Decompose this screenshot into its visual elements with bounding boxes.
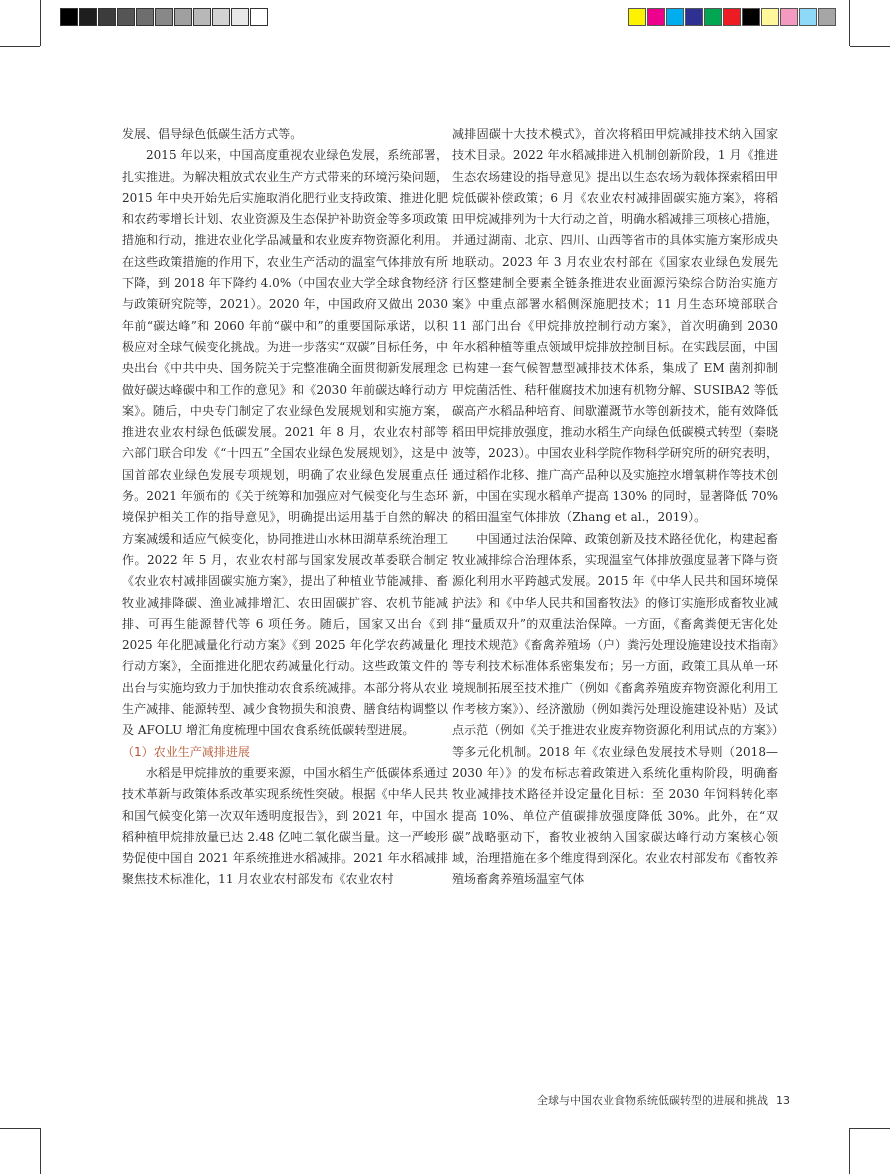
crop-mark-top-right-h [850, 46, 890, 47]
crop-mark-bottom-right-v [849, 1128, 850, 1174]
crop-mark-bottom-right-h [850, 1128, 890, 1129]
gray-swatch-3 [98, 8, 116, 26]
left-paragraph-1: 发展、倡导绿色低碳生活方式等。 [122, 127, 303, 141]
right-paragraph-2: 中国通过法治保障、政策创新及技术路径优化，构建起畜牧业减排综合治理体系，实现温室气体排放强度显著下降与资源化利用水平跨越式发展。2015 年《中华人民共和国环境保护法》和《中华人民共和国畜牧法》的修订实施形成畜牧业减排“量质双升”的双重法治保障。一方面，《畜禽粪便无害化处理技术规范》《畜禽养殖场（户）粪污处理设施建设技术指南》等专利技术标准体系密集发布；另一方面，政策工具从单一环境规制拓展至技术推广（例如《畜禽养殖废弃物资源化利用工作考核方案》）、经济激励（例如粪污处理设施建设补贴）及试点示范（例如《关于推进农业废弃物资源化利用试点的方案》）等多元化机制。2018 年《农业绿色发展技术导则（2018—2030 年）》的发布标志着政策进入系统化重构阶段，明确畜牧业减排技术路径并设定量化目标：至 2030 年饲料转化率提高 10%、单位产值碳排放强度降低 30%。此外，在“双碳”战略驱动下，畜牧业被纳入国家碳达峰行动方案核心领域，治理措施在多个维度得到深化。农业农村部发布《畜牧养殖场畜禽养殖场温室气体 [452, 531, 778, 887]
left-paragraph-3: 水稻是甲烷排放的重要来源，中国水稻生产低碳体系通过技术革新与政策体系改革实现系统性突破。根据《中华人民共和国气候变化第一次双年透明度报告》，到 2021 年，中国水稻种植甲烷排放量已达 2.48 亿吨二氧化碳当量。这一严峻形势促使中国自 2021 年系统推进水稻减排。2021 年水稻减排聚焦技术标准化，11 月农业农村部发布《农业农村 [122, 765, 448, 887]
color-swatch-11 [818, 8, 836, 26]
gray-swatch-9 [212, 8, 230, 26]
crop-mark-bottom-left-h [0, 1128, 40, 1129]
right-column [452, 124, 778, 891]
color-swatch-4 [685, 8, 703, 26]
color-swatch-8 [761, 8, 779, 26]
color-swatch-3 [666, 8, 684, 26]
grayscale-calibration-bar [60, 8, 269, 26]
crop-mark-top-left-h [0, 46, 40, 47]
gray-swatch-8 [193, 8, 211, 26]
gray-swatch-10 [231, 8, 249, 26]
gray-swatch-5 [136, 8, 154, 26]
right-paragraph-1: 减排固碳十大技术模式》，首次将稻田甲烷减排技术纳入国家技术目录。2022 年水稻减排进入机制创新阶段，1 月《推进生态农场建设的指导意见》提出以生态农场为载体探索稻田甲烷低碳补偿政策；6 月《农业农村减排固碳实施方案》，将稻田甲烷减排列为十大行动之首，明确水稻减排三项核心措施，并通过湖南、北京、四川、山西等省市的具体实施方案形成央地联动。2023 年 3 月农业农村部在《国家农业绿色发展先行区整建制全要素全链条推进农业面源污染综合防治实施方案》中重点部署水稻侧深施肥技术；11 月生态环境部联合 11 部门出台《甲烷排放控制行动方案》，首次明确到 2030 年水稻种植等重点领域甲烷排放控制目标。在实践层面，中国已构建一套气候智慧型减排技术体系，集成了 EM 菌剂抑制甲烷菌活性、秸秆催腐技术加速有机物分解、SUSIBA2 等低碳高产水稻品种培育、间歇灌溉节水等创新技术，能有效降低稻田甲烷排放强度，推动水稻生产向绿色低碳模式转型（秦晓波等，2023）。中国农业科学院作物科学研究所的研究表明，通过稻作北移、推广高产品种以及实施控水增氧耕作等技术创新，中国在实现水稻单产提高 130% 的同时，显著降低 70% 的稻田温室气体排放（Zhang et al.，2019）。 [452, 127, 778, 525]
crop-mark-top-left-v [40, 0, 41, 46]
color-swatch-5 [704, 8, 722, 26]
color-swatch-10 [799, 8, 817, 26]
crop-mark-bottom-left-v [40, 1128, 41, 1174]
crop-mark-top-right-v [849, 0, 850, 46]
color-swatch-7 [742, 8, 760, 26]
color-swatch-1 [628, 8, 646, 26]
section-subheading: （1）农业生产减排进展 [122, 744, 250, 759]
color-calibration-bar [628, 8, 837, 26]
page-footer [537, 1092, 790, 1108]
gray-swatch-6 [155, 8, 173, 26]
running-title: 全球与中国农业食物系统低碳转型的进展和挑战 [537, 1094, 768, 1107]
color-swatch-6 [723, 8, 741, 26]
gray-swatch-2 [79, 8, 97, 26]
left-paragraph-2: 2015 年以来，中国高度重视农业绿色发展，系统部署，扎实推进。为解决粗放式农业生产方式带来的环境污染问题，2015 年中央开始先后实施取消化肥行业支持政策、推进化肥和农药零增长计划、农业资源及生态保护补助资金等多项政策措施和行动，推进农业化学品减量和农业废弃物资源化利用。在这些政策措施的作用下，农业生产活动的温室气体排放有所下降，到 2018 年下降约 4.0%（中国农业大学全球食物经济与政策研究院等，2021）。2020 年，中国政府又做出 2030 年前“碳达峰”和 2060 年前“碳中和”的重要国际承诺，以积极应对全球气候变化挑战。为进一步落实“双碳”目标任务，中央出台《中共中央、国务院关于完整准确全面贯彻新发展理念做好碳达峰碳中和工作的意见》和《2030 年前碳达峰行动方案》。随后，中央专门制定了农业绿色发展规划和实施方案，推进农业农村绿色低碳发展。2021 年 8 月，农业农村部等六部门联合印发《“十四五”全国农业绿色发展规划》，这是中国首部农业绿色发展专项规划，明确了农业绿色发展重点任务。2021 年颁布的《关于统筹和加强应对气候变化与生态环境保护相关工作的指导意见》，明确提出运用基于自然的解决方案减缓和适应气候变化，协同推进山水林田湖草系统治理工作。2022 年 5 月，农业农村部与国家发展改革委联合制定《农业农村减排固碳实施方案》，提出了种植业节能减排、畜牧业减排降碳、渔业减排增汇、农田固碳扩容、农机节能减排、可再生能源替代等 6 项任务。随后，国家又出台《到 2025 年化肥减量化行动方案》《到 2025 年化学农药减量化行动方案》，全面推进化肥农药减量化行动。这些政策文件的出台与实施均致力于加快推动农食系统减排。本部分将从农业生产减排、能源转型、减少食物损失和浪费、膳食结构调整以及 AFOLU 增汇角度梳理中国农食系统低碳转型进展。 [122, 148, 448, 738]
gray-swatch-7 [174, 8, 192, 26]
color-swatch-9 [780, 8, 798, 26]
gray-swatch-11 [250, 8, 268, 26]
left-column [122, 124, 448, 891]
gray-swatch-4 [117, 8, 135, 26]
color-swatch-2 [647, 8, 665, 26]
gray-swatch-1 [60, 8, 78, 26]
page-number: 13 [776, 1094, 790, 1107]
